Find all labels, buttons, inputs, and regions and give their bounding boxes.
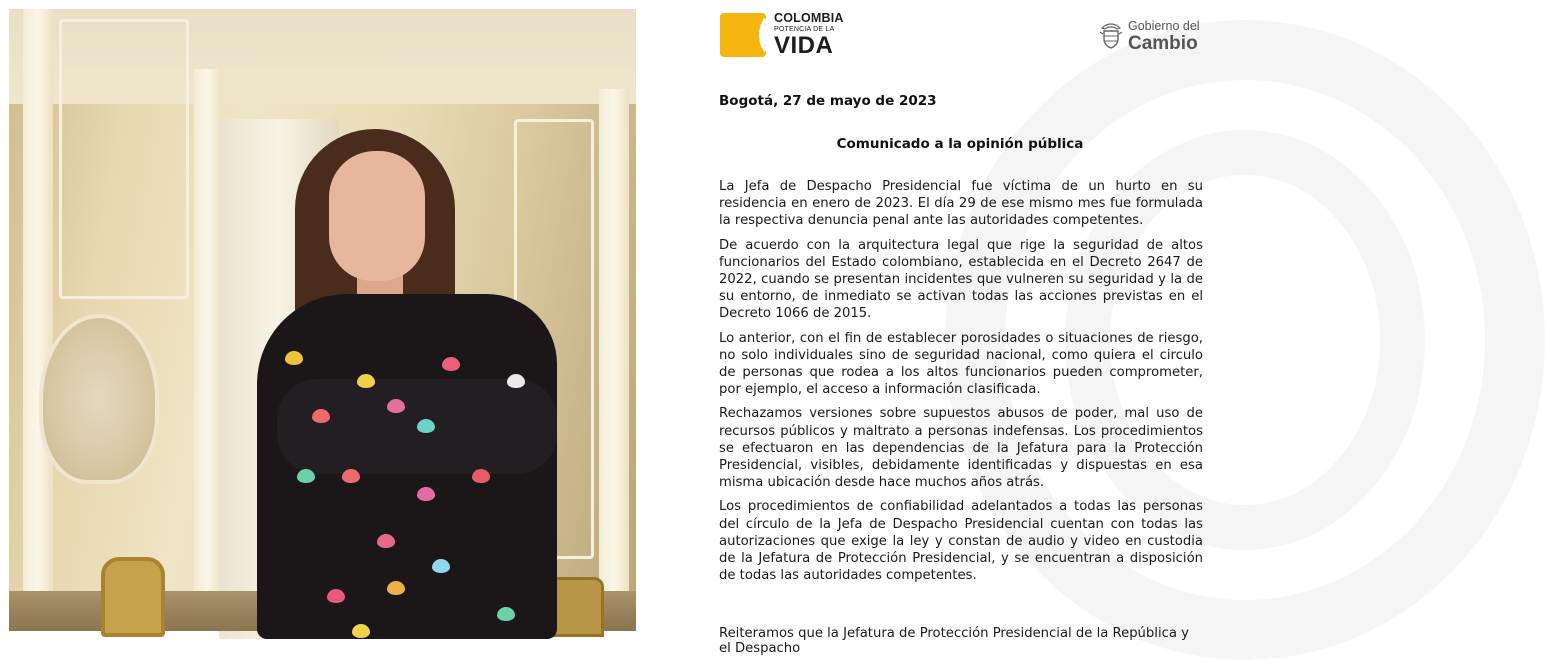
- dress-dot: [377, 534, 395, 548]
- pilaster-center: [194, 69, 222, 629]
- wall-panel-left: [59, 19, 189, 299]
- dress-dot: [342, 469, 360, 483]
- dress-dot: [312, 409, 330, 423]
- gobierno-del-cambio-logo: [1098, 20, 1200, 53]
- document-body: [719, 178, 1203, 591]
- vida-logo-icon: [720, 13, 766, 57]
- paragraph-4: Rechazamos versiones sobre supuestos abusos de poder, mal uso de recursos públicos y maltrato a personas indefensas. Los procedimientos se efectuaron en las dependencias de la Jefatura para la Protección Presidencial, visibles, debidamente identificadas y dispuestas en esa misma ubicación desde hace muchos años atrás.: [719, 406, 1203, 491]
- dress-dot: [442, 357, 460, 371]
- gilded-chair: [101, 557, 165, 637]
- press-release-document: [645, 0, 1280, 656]
- dress-dot: [297, 469, 315, 483]
- dress-dot: [327, 589, 345, 603]
- pilaster-right: [599, 89, 629, 629]
- photo-woman-in-palace: [9, 9, 636, 631]
- logo-line-2: POTENCIA DE LA: [774, 26, 835, 34]
- cut-off-text-line: Reiteramos que la Jefatura de Protección Presidencial de la República y el Despacho: [719, 626, 1189, 656]
- face: [329, 151, 425, 281]
- dress-dot: [497, 607, 515, 621]
- dress-dot: [432, 559, 450, 573]
- gobierno-line-1: Gobierno del: [1128, 19, 1200, 33]
- document-title: Comunicado a la opinión pública: [836, 136, 1084, 152]
- wall-medallion: [39, 314, 159, 484]
- paragraph-2: De acuerdo con la arquitectura legal que rige la seguridad de altos funcionarios del Estado colombiano, establecida en el Decreto 2647 de 2022, cuando se presentan incidentes que vulneren su seguridad y la de su entorno, de inmediato se activan todas las acciones previstas en el Decreto 1066 de 2015.: [719, 237, 1203, 322]
- woman-figure: [257, 129, 557, 639]
- dress-dot: [507, 374, 525, 388]
- paragraph-1: La Jefa de Despacho Presidencial fue víctima de un hurto en su residencia en enero de 2023. El día 29 de ese mismo mes fue formulada la respectiva denuncia penal ante las autoridades competentes.: [719, 179, 1203, 229]
- dress-dot: [417, 487, 435, 501]
- coat-of-arms-icon: [1098, 22, 1124, 50]
- logo-line-3: VIDA: [774, 32, 834, 60]
- paragraph-3: Lo anterior, con el fin de establecer porosidades o situaciones de riesgo, no solo individuales sino de seguridad nacional, como quiera el circulo de personas que rodea a los altos funcionarios pueden comprometer, por ejemplo, el acceso a información clasificada.: [719, 330, 1203, 398]
- dress-dot: [285, 351, 303, 365]
- paragraph-5: Los procedimientos de confiabilidad adelantados a todas las personas del círculo de la Jefa de Despacho Presidencial cuentan con todas las autorizaciones que exige la ley y constan de audio y video en custodia de la Jefatura de Protección Presidencial, y se encuentran a disposición de todas las autoridades competentes.: [719, 499, 1203, 584]
- document-date: Bogotá, 27 de mayo de 2023: [719, 93, 937, 109]
- dress-dot: [357, 374, 375, 388]
- dress-dot: [472, 469, 490, 483]
- gobierno-line-2: Cambio: [1128, 32, 1198, 54]
- pilaster-left: [23, 9, 53, 609]
- dress-dot: [387, 581, 405, 595]
- logo-line-1: COLOMBIA: [774, 10, 844, 25]
- dress-dot: [417, 419, 435, 433]
- dress-dot: [387, 399, 405, 413]
- dress-dot: [352, 624, 370, 638]
- colombia-potencia-de-la-vida-logo: [720, 12, 844, 58]
